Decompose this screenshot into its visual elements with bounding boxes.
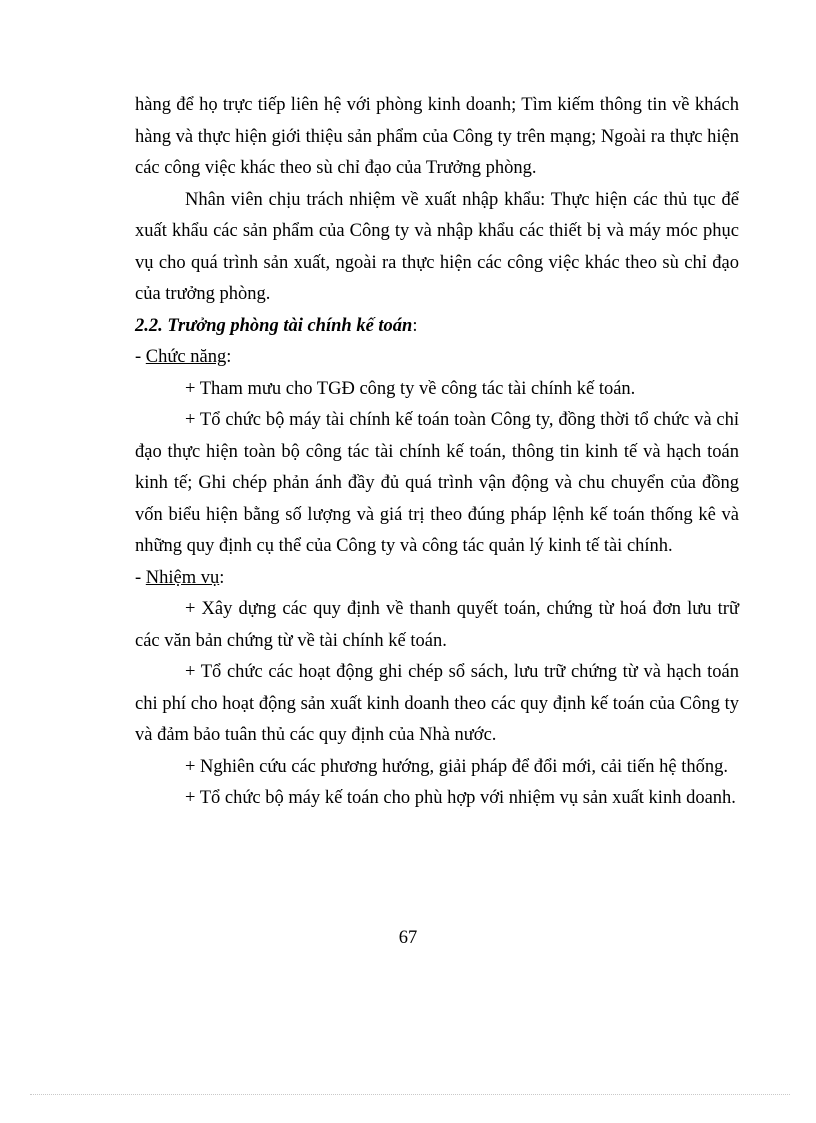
nhiem-vu-item: + Tổ chức các hoạt động ghi chép sổ sách, lưu trữ chứng từ và hạch toán chi phí cho hoạt động sản xuất kinh doanh theo các quy định kế toán của Công ty và đảm bảo tuân thủ các quy định của Nhà nước. bbox=[135, 662, 739, 745]
section-heading bbox=[135, 311, 739, 343]
nhiem-vu-item: + Nghiên cứu các phương hướng, giải pháp để đổi mới, cải tiến hệ thống. bbox=[185, 756, 729, 777]
chuc-nang-label-line bbox=[135, 342, 739, 374]
nhiem-vu-item: + Xây dựng các quy định về thanh quyết toán, chứng từ hoá đơn lưu trữ các văn bản chứng từ về tài chính kế toán. bbox=[135, 599, 739, 651]
chuc-nang-label: Chức năng bbox=[145, 347, 227, 367]
section-heading-text: 2.2. Trưởng phòng tài chính kế toán bbox=[135, 315, 413, 336]
chuc-nang-item: + Tổ chức bộ máy tài chính kế toán toàn Công ty, đồng thời tổ chức và chỉ đạo thực hiện toàn bộ công tác tài chính kế toán, thông tin kinh tế và hạch toán kinh tế; Ghi chép phản ánh đầy đủ quá trình vận động và chu chuyển của đồng vốn biểu hiện bằng số lượng và giá trị theo đúng pháp lệnh kế toán thống kê và những quy định cụ thể của Công ty và công tác quản lý kinh tế tài chính. bbox=[135, 410, 739, 556]
nhiem-vu-dash: - bbox=[135, 567, 146, 588]
chuc-nang-item: + Tham mưu cho TGĐ công ty về công tác tài chính kế toán. bbox=[185, 378, 636, 399]
chuc-nang-colon: : bbox=[226, 347, 232, 367]
document-body bbox=[135, 90, 739, 815]
paragraph-import-export-staff: Nhân viên chịu trách nhiệm về xuất nhập khẩu: Thực hiện các thủ tục để xuất khẩu các sản phẩm của Công ty và nhập khẩu các thiết bị và máy móc phục vụ cho quá trình sản xuất, ngoài ra thực hiện các công việc khác theo sù chỉ đạo của trưởng phòng. bbox=[135, 189, 739, 304]
nhiem-vu-colon: : bbox=[219, 567, 225, 588]
chuc-nang-dash: - bbox=[135, 347, 146, 367]
nhiem-vu-label: Nhiệm vụ bbox=[145, 567, 220, 588]
paragraph-continuation: hàng để họ trực tiếp liên hệ với phòng kinh doanh; Tìm kiếm thông tin về khách hàng và thực hiện giới thiệu sản phẩm của Công ty trên mạng; Ngoài ra thực hiện các công việc khác theo sù chỉ đạo của Trưởng phòng. bbox=[135, 95, 739, 178]
section-heading-colon: : bbox=[412, 315, 418, 336]
page-number: 67 bbox=[398, 928, 418, 948]
page-bottom-divider bbox=[30, 1094, 790, 1095]
nhiem-vu-label-line bbox=[135, 563, 739, 595]
nhiem-vu-item: + Tổ chức bộ máy kế toán cho phù hợp với nhiệm vụ sản xuất kinh doanh. bbox=[185, 788, 736, 808]
